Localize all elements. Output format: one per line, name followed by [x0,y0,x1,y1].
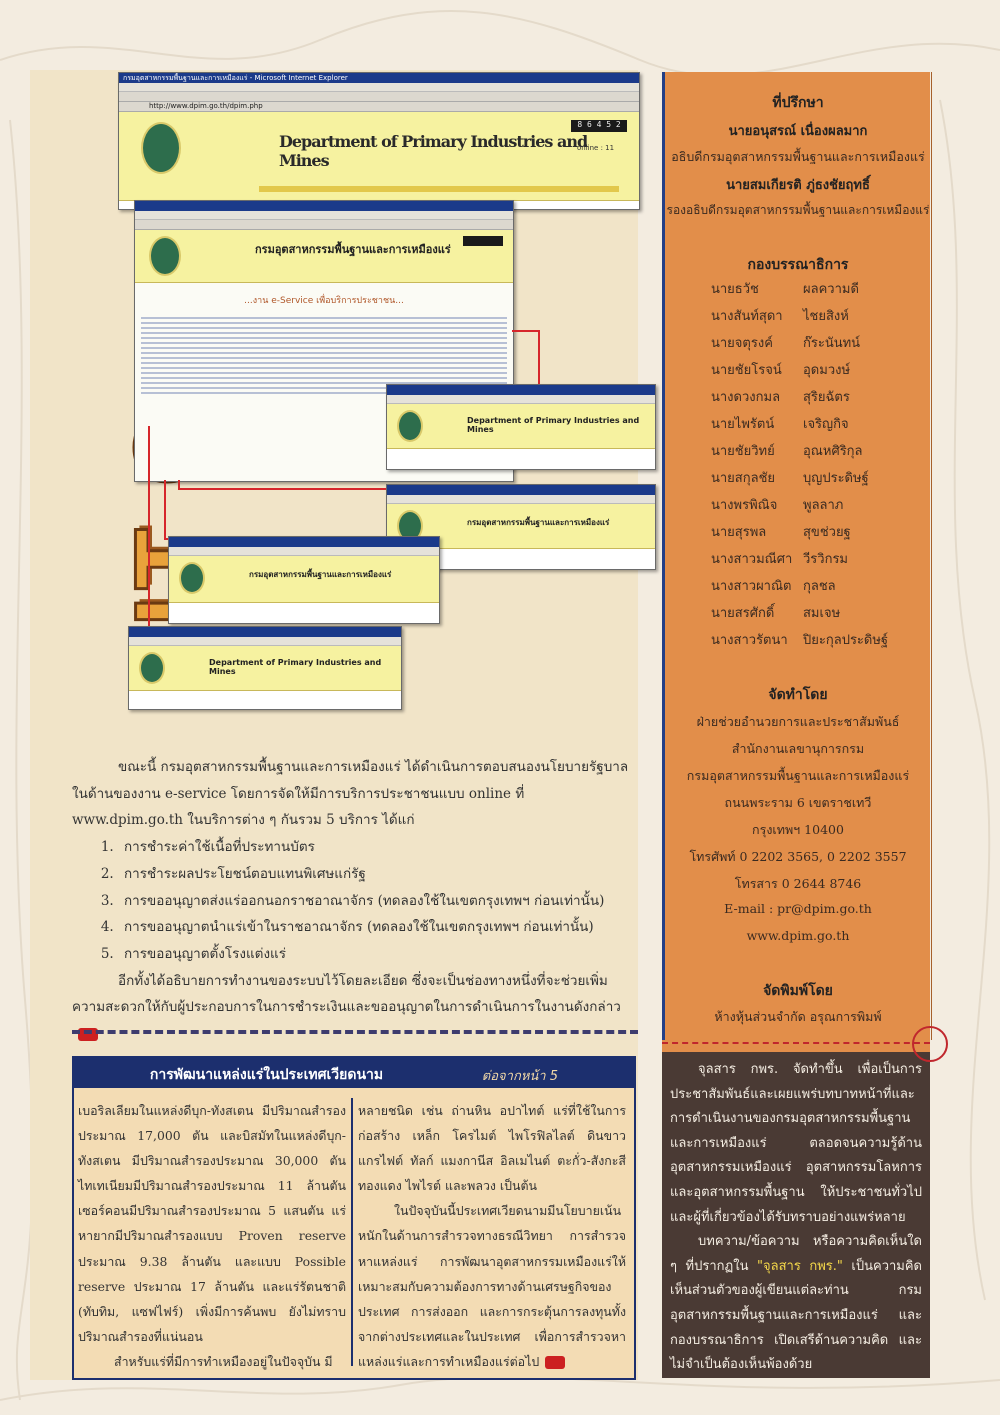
menu-bar [129,637,401,646]
eservice-heading: ...งาน e-Service เพื่อบริการประชาชน... [244,296,404,306]
staff-row [711,573,911,600]
visitor-counter: 8 6 4 5 2 [571,120,627,132]
staff-row [711,465,911,492]
staff-last-name: ก๊ระนันทน์ [803,336,861,351]
column-divider [351,1098,353,1366]
department-seal-icon [141,122,181,174]
editorial-staff-list [711,276,911,654]
box-column-left [78,1098,346,1374]
banner-title: Department of Primary Industries and Mines [209,658,382,676]
staff-last-name: บุญประดิษฐ์ [803,471,869,486]
producer-line: ถนนพระราม 6 เขตราชเทวี [724,795,872,810]
staff-last-name: พูลลาภ [803,498,844,513]
producer-line: ฝ่ายช่วยอำนวยการและประชาสัมพันธ์ [696,714,900,729]
staff-last-name: อุณหศิริกุล [803,444,863,459]
producer-heading: จัดทำโดย [768,687,828,703]
staff-first-name: นางสาวรัตนา [711,633,788,648]
service-item: 3. การขออนุญาตส่งแร่ออกนอกราชอาณาจักร (ทดลองใช้ในเขตกรุงเทพฯ ก่อนเท่านั้น) [118,888,638,915]
disclaimer-part2b: เป็นความคิดเห็นส่วนตัวของผู้เขียนแต่ละท่าน กรมอุตสาหกรรมพื้นฐานและการเหมืองแร่ และกองบรรณาธิการ เปิดเสรีด้านความคิด และไม่จำเป็นต้องเห็นพ้องด้วย [670,1258,923,1373]
service-item: 4. การขออนุญาตนำแร่เข้าในราชอาณาจักร (ทดลองใช้ในเขตกรุงเทพฯ ก่อนเท่านั้น) [118,914,638,941]
advisor-name: นายอนุสรณ์ เนื่องผลมาก [728,124,868,139]
department-seal-icon [397,410,423,442]
box-paragraph: หลายชนิด เช่น ถ่านหิน อปาไทต์ แร่ที่ใช้ในการก่อสร้าง เหล็ก โครไมต์ ไพโรฟิลไลต์ ดินขาว แกรไฟต์ ทัลก์ แมงกานีส อิลเมไนต์ ตะกั่ว-สังกะสี ทองแดง ไพไรต์ และพลวง เป็นต้น [358,1103,626,1194]
producer-line: กรมอุตสาหกรรมพื้นฐานและการเหมืองแร่ [686,768,910,783]
connector-arrow-1 [512,330,540,332]
browser-screenshot-small-1 [386,384,656,470]
article-closing-text: อีกทั้งได้อธิบายการทำงานของระบบไว้โดยละเอียด ซึ่งจะเป็นช่องทางหนึ่งที่จะช่วยเพิ่มความสะดวกให้กับผู้ประกอบการในการชำระเงินและขออนุญาตในการดำเนินการในงานดังกล่าว [72,972,621,1016]
staff-first-name: นายจตุรงค์ [711,336,773,351]
staff-first-name: นางสันท์สุดา [711,309,783,324]
producer-line: โทรศัพท์ 0 2202 3565, 0 2202 3557 [689,849,907,864]
site-banner [387,404,655,449]
site-banner [119,112,639,201]
eservice-text-block [135,317,513,394]
continued-from: ต่อจากหน้า 5 [481,1069,558,1084]
producer-line: โทรสาร 0 2644 8746 [734,876,862,891]
staff-row [711,276,911,303]
browser-screenshot-small-4 [128,626,402,710]
browser-screenshot-main [118,72,640,210]
disclaimer-box [662,1052,930,1378]
article-intro: ขณะนี้ กรมอุตสาหกรรมพื้นฐานและการเหมืองแร่ ได้ดำเนินการตอบสนองนโยบายรัฐบาล ในด้านของงาน e-service โดยการจัดให้มีการบริการประชาชนแบบ online ที่ www.dpim.go.th ในบริการต่าง ๆ กันรวม 5 บริการ ได้แก่ [72,759,629,829]
disclaimer-part1: จุลสาร กพร. จัดทำขึ้น เพื่อเป็นการประชาสัมพันธ์และเผยแพร่บทบาทหน้าที่และการดำเนินงานของกรมอุตสาหกรรมพื้นฐานและการเหมืองแร่ ตลอดจนความรู้ด้านอุตสาหกรรมเหมืองแร่ อุตสาหกรรมโลหการ และอุตสาหกรรมพื้นฐาน ให้ประชาชนทั่วไปและผู้ที่เกี่ยวข้องได้รับทราบอย่างแพร่หลาย [670,1062,922,1225]
window-titlebar [135,201,513,211]
staff-first-name: นายชัยโรจน์ [711,363,782,378]
banner-title: Department of Primary Industries and Mines [467,416,640,434]
producer-email: E-mail : pr@dpim.go.th [724,901,872,916]
producer-line: สำนักงานเลขานุการกรม [731,741,865,756]
staff-last-name: ปิยะกุลประดิษฐ์ [803,633,889,648]
article-closing [72,968,638,1048]
window-titlebar [129,627,401,637]
decorative-circle [912,1026,948,1062]
banner-title: Department of Primary Industries and Mines [279,132,588,170]
window-titlebar [169,537,439,547]
staff-last-name: สุขช่วยฐ [803,525,851,540]
sidebar-dashed-line [662,1042,930,1044]
staff-row [711,303,911,330]
menu-bar [135,211,513,220]
connector-arrow-2b [178,488,386,490]
banner-title: กรมอุตสาหกรรมพื้นฐานและการเหมืองแร่ [467,518,610,527]
window-titlebar: กรมอุตสาหกรรมพื้นฐานและการเหมืองแร่ - Microsoft Internet Explorer [119,73,639,83]
box-paragraph-end [358,1198,626,1374]
connector-arrow-3 [164,480,166,540]
department-seal-icon [149,236,181,276]
staff-row [711,492,911,519]
staff-first-name: นายธวัช [711,282,759,297]
advisor-title: อธิบดีกรมอุตสาหกรรมพื้นฐานและการเหมืองแร่ [671,149,925,164]
box-paragraph: เบอริลเลียมในแหล่งดีบุก-ทังสเตน มีปริมาณสำรองประมาณ 17,000 ตัน และบิสมัทในแหล่งดีบุก-ทังสเตน มีปริมาณสำรองประมาณ 30,000 ตัน ไทเทเนียมมีปริมาณสำรองประมาณ 11 ล้านตัน เซอร์คอนมีปริมาณสำรองประมาณ 5 แสนตัน แร่หายากมีปริมาณสำรองแบบ Proven reserve ประมาณ 9.38 ล้านตัน และแบบ Possible reserve ประมาณ 17 ล้านตัน และแร่รัตนชาติ (ทับทิม, แซฟไฟร์) เพิ่งมีการค้นพบ ยังไม่ทราบปริมาณสำรองที่แน่นอน [78,1103,346,1344]
window-titlebar [387,485,655,495]
service-item: 1. การชำระค่าใช้เนื้อที่ประทานบัตร [118,834,638,861]
staff-first-name: นายสุรพล [711,525,767,540]
staff-row [711,627,911,654]
service-item: 2. การชำระผลประโยชน์ตอบแทนพิเศษแก่รัฐ [118,861,638,888]
menu-bar [169,547,439,556]
toolbar [119,92,639,102]
staff-last-name: สมเจษ [803,606,841,621]
banner-nav-strip [259,186,619,192]
staff-first-name: นายไพรัตน์ [711,417,775,432]
menu-bar [387,495,655,504]
connector-arrow-1b [538,330,540,384]
menu-bar [119,83,639,92]
box-header [74,1058,634,1088]
staff-first-name: นายสรศักดิ์ [711,606,775,621]
disclaimer-text [670,1058,922,1378]
staff-row [711,411,911,438]
printer-name: ห้างหุ้นส่วนจำกัด อรุณการพิมพ์ [714,1009,882,1024]
main-article [72,754,638,1048]
banner-title: กรมอุตสาหกรรมพื้นฐานและการเหมืองแร่ [249,570,392,579]
site-banner [135,230,513,283]
staff-first-name: นางสาวผาณิต [711,579,792,594]
staff-last-name: กุลชล [803,579,836,594]
continued-article-box [72,1056,636,1380]
banner-title: กรมอุตสาหกรรมพื้นฐานและการเหมืองแร่ [255,243,451,256]
staff-row [711,357,911,384]
connector-arrow-4 [148,426,150,626]
staff-row [711,519,911,546]
staff-first-name: นางพรพิณิจ [711,498,778,513]
service-item: 5. การขออนุญาตตั้งโรงแต่งแร่ [118,941,638,968]
online-count: online : 11 [577,144,615,152]
connector-arrow-3b [164,538,168,540]
staff-first-name: นางสาวมณีศา [711,552,793,567]
dashed-divider [72,1030,638,1034]
toolbar [135,220,513,230]
toolbox-icon [545,1356,565,1369]
visitor-counter [463,236,503,246]
staff-row [711,546,911,573]
menu-bar [387,395,655,404]
address-bar: http://www.dpim.go.th/dpim.php [119,102,639,112]
staff-last-name: ผลความดี [803,282,859,297]
service-list [72,834,638,968]
box-paragraph: สำหรับแร่ที่มีการทำเหมืองอยู่ในปัจจุบัน มี [114,1353,333,1369]
department-seal-icon [139,652,165,684]
staff-row [711,438,911,465]
box-column-right [358,1098,626,1374]
printer-heading: จัดพิมพ์โดย [763,983,833,999]
producer-website: www.dpim.go.th [746,928,850,943]
department-seal-icon [179,562,205,594]
staff-row [711,330,911,357]
browser-screenshot-small-3 [168,536,440,624]
box-title: การพัฒนาแหล่งแร่ในประเทศเวียดนาม [149,1067,384,1083]
staff-first-name: นางดวงกมล [711,390,781,405]
staff-last-name: วีรวิกรม [803,552,849,567]
masthead-credits [662,72,932,1040]
disclaimer-part2a: บทความ/ข้อความ หรือความคิดเห็นใด ๆ ที่ปรากฏใน [670,1234,922,1274]
staff-last-name: อุดมวงษ์ [803,363,851,378]
advisor-heading: ที่ปรึกษา [772,95,824,111]
masthead-sidebar [662,72,930,1378]
staff-last-name: ไชยสิงห์ [803,309,849,324]
window-titlebar [387,385,655,395]
advisor-title: รองอธิบดีกรมอุตสาหกรรมพื้นฐานและการเหมืองแร่ [666,203,930,217]
staff-last-name: สุริยฉัตร [803,390,850,405]
staff-first-name: นายสกุลชัย [711,471,776,486]
site-banner [129,646,401,691]
staff-first-name: นายชัยวิทย์ [711,444,775,459]
journal-name-highlight: "จุลสาร กพร." [757,1258,843,1274]
advisor-name: นายสมเกียรติ ภู่ธงชัยฤทธิ์ [726,178,870,193]
staff-row [711,600,911,627]
disclaimer-part2 [670,1230,922,1378]
staff-last-name: เจริญกิจ [803,417,849,432]
staff-row [711,384,911,411]
editorial-heading: กองบรรณาธิการ [747,257,849,273]
site-banner [169,556,439,603]
producer-line: กรุงเทพฯ 10400 [752,822,844,837]
box-paragraph-text: ในปัจจุบันนี้ประเทศเวียดนามมีนโยบายเน้นหนักในด้านการสำรวจทางธรณีวิทยา การสำรวจหาแหล่งแร่ การพัฒนาอุตสาหกรรมเหมืองแร่ให้เหมาะสมกับความต้องการทางด้านเศรษฐกิจของประเทศ การส่งออก และการกระตุ้นการลงทุนทั้งจากต่างประเทศและในประเทศ เพื่อการสำรวจหาแหล่งแร่และการทำเหมืองแร่ต่อไป [358,1203,626,1369]
